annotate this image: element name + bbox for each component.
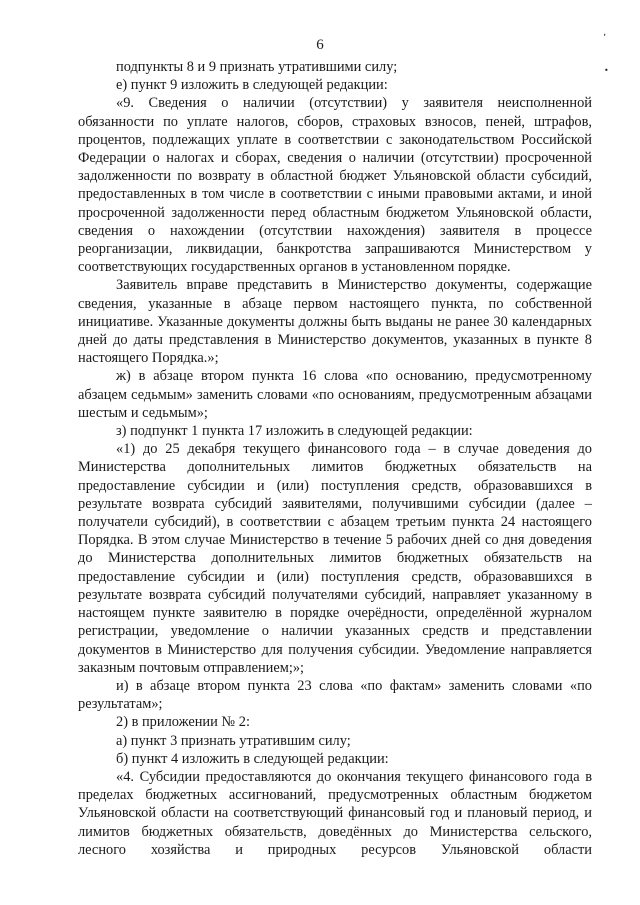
paragraph: «9. Сведения о наличии (отсутствии) у заявителя неисполненной обязанности по уплате налогов, сборов, страховых взносов, пеней, штрафов, процентов, подлежащих уплате в соответствии с законодательством Российской Федерации о налогах и сборах, сведения о наличии (отсутствии) просроченной задолженности по возврату в областной бюджет Ульяновской области субсидий, предоставленных в том числе в соответствии с иными правовыми актами, и иной просроченной задолженности перед областным бюджетом Ульяновской области, сведения о нахождении (отсутствии нахождения) заявителя в процессе реорганизации, ликвидации, банкротства запрашиваются Министерством у соответствующих государственных органов в установленном порядке.: [78, 95, 592, 276]
paragraph: «4. Субсидии предоставляются до окончания текущего финансового года в пределах бюджетных ассигнований, предусмотренных областным бюджетом Ульяновской области на соответствующий финансовый год и плановый период, и лимитов бюджетных обязательств, доведённых до Министерства сельского, лесного хозяйства и природных ресурсов Ульяновской области: [78, 768, 592, 858]
paragraph: а) пункт 3 признать утратившим силу;: [116, 732, 351, 749]
margin-mark-icon: ʼ: [603, 33, 607, 44]
paragraph: и) в абзаце втором пункта 23 слова «по фактам» заменить словами «по результатам»;: [78, 677, 592, 713]
document-body: [78, 58, 592, 859]
paragraph: ж) в абзаце втором пункта 16 слова «по основанию, предусмотренному абзацем седьмым» заменить словами «по основаниям, предусмотренным абзацами шестым и седьмым»;: [78, 368, 592, 421]
paragraph: е) пункт 9 изложить в следующей редакции:: [116, 77, 388, 94]
paragraph: 2) в приложении № 2:: [116, 714, 250, 731]
paragraph: «1) до 25 декабря текущего финансового года – в случае доведения до Министерства дополнительных лимитов бюджетных обязательств на предоставление субсидии и (или) поступления средств, образовавшихся в результате возврата субсидий заявителями, получившими субсидии (далее – получатели субсидий), в соответствии с абзацем третьим пункта 24 настоящего Порядка. В этом случае Министерство в течение 5 рабочих дней со дня доведения до Министерства дополнительных лимитов бюджетных обязательств на предоставление субсидии и (или) поступления средств, образовавшихся в результате возврата субсидий получателями субсидий, направляет указанному в настоящем пункте заявителю в порядке очерёдности, определённой журналом регистрации, уведомление о наличии указанных средств и представлении документов в Министерство для получения субсидии. Уведомление направляется заказным почтовым отправлением;»;: [78, 441, 592, 676]
paragraph: подпункты 8 и 9 признать утратившими силу;: [116, 59, 398, 75]
paragraph: б) пункт 4 изложить в следующей редакции:: [116, 750, 389, 767]
page-number: 6: [316, 37, 324, 53]
paragraph: з) подпункт 1 пункта 17 изложить в следующей редакции:: [116, 423, 473, 440]
margin-dot-icon: •: [604, 66, 609, 75]
paragraph: Заявитель вправе представить в Министерство документы, содержащие сведения, указанные в абзаце первом настоящего пункта, по собственной инициативе. Указанные документы должны быть выданы не ранее 30 календарных дней до даты представления в Министерство документов, указанных в пункте 8 настоящего Порядка.»;: [78, 277, 592, 367]
